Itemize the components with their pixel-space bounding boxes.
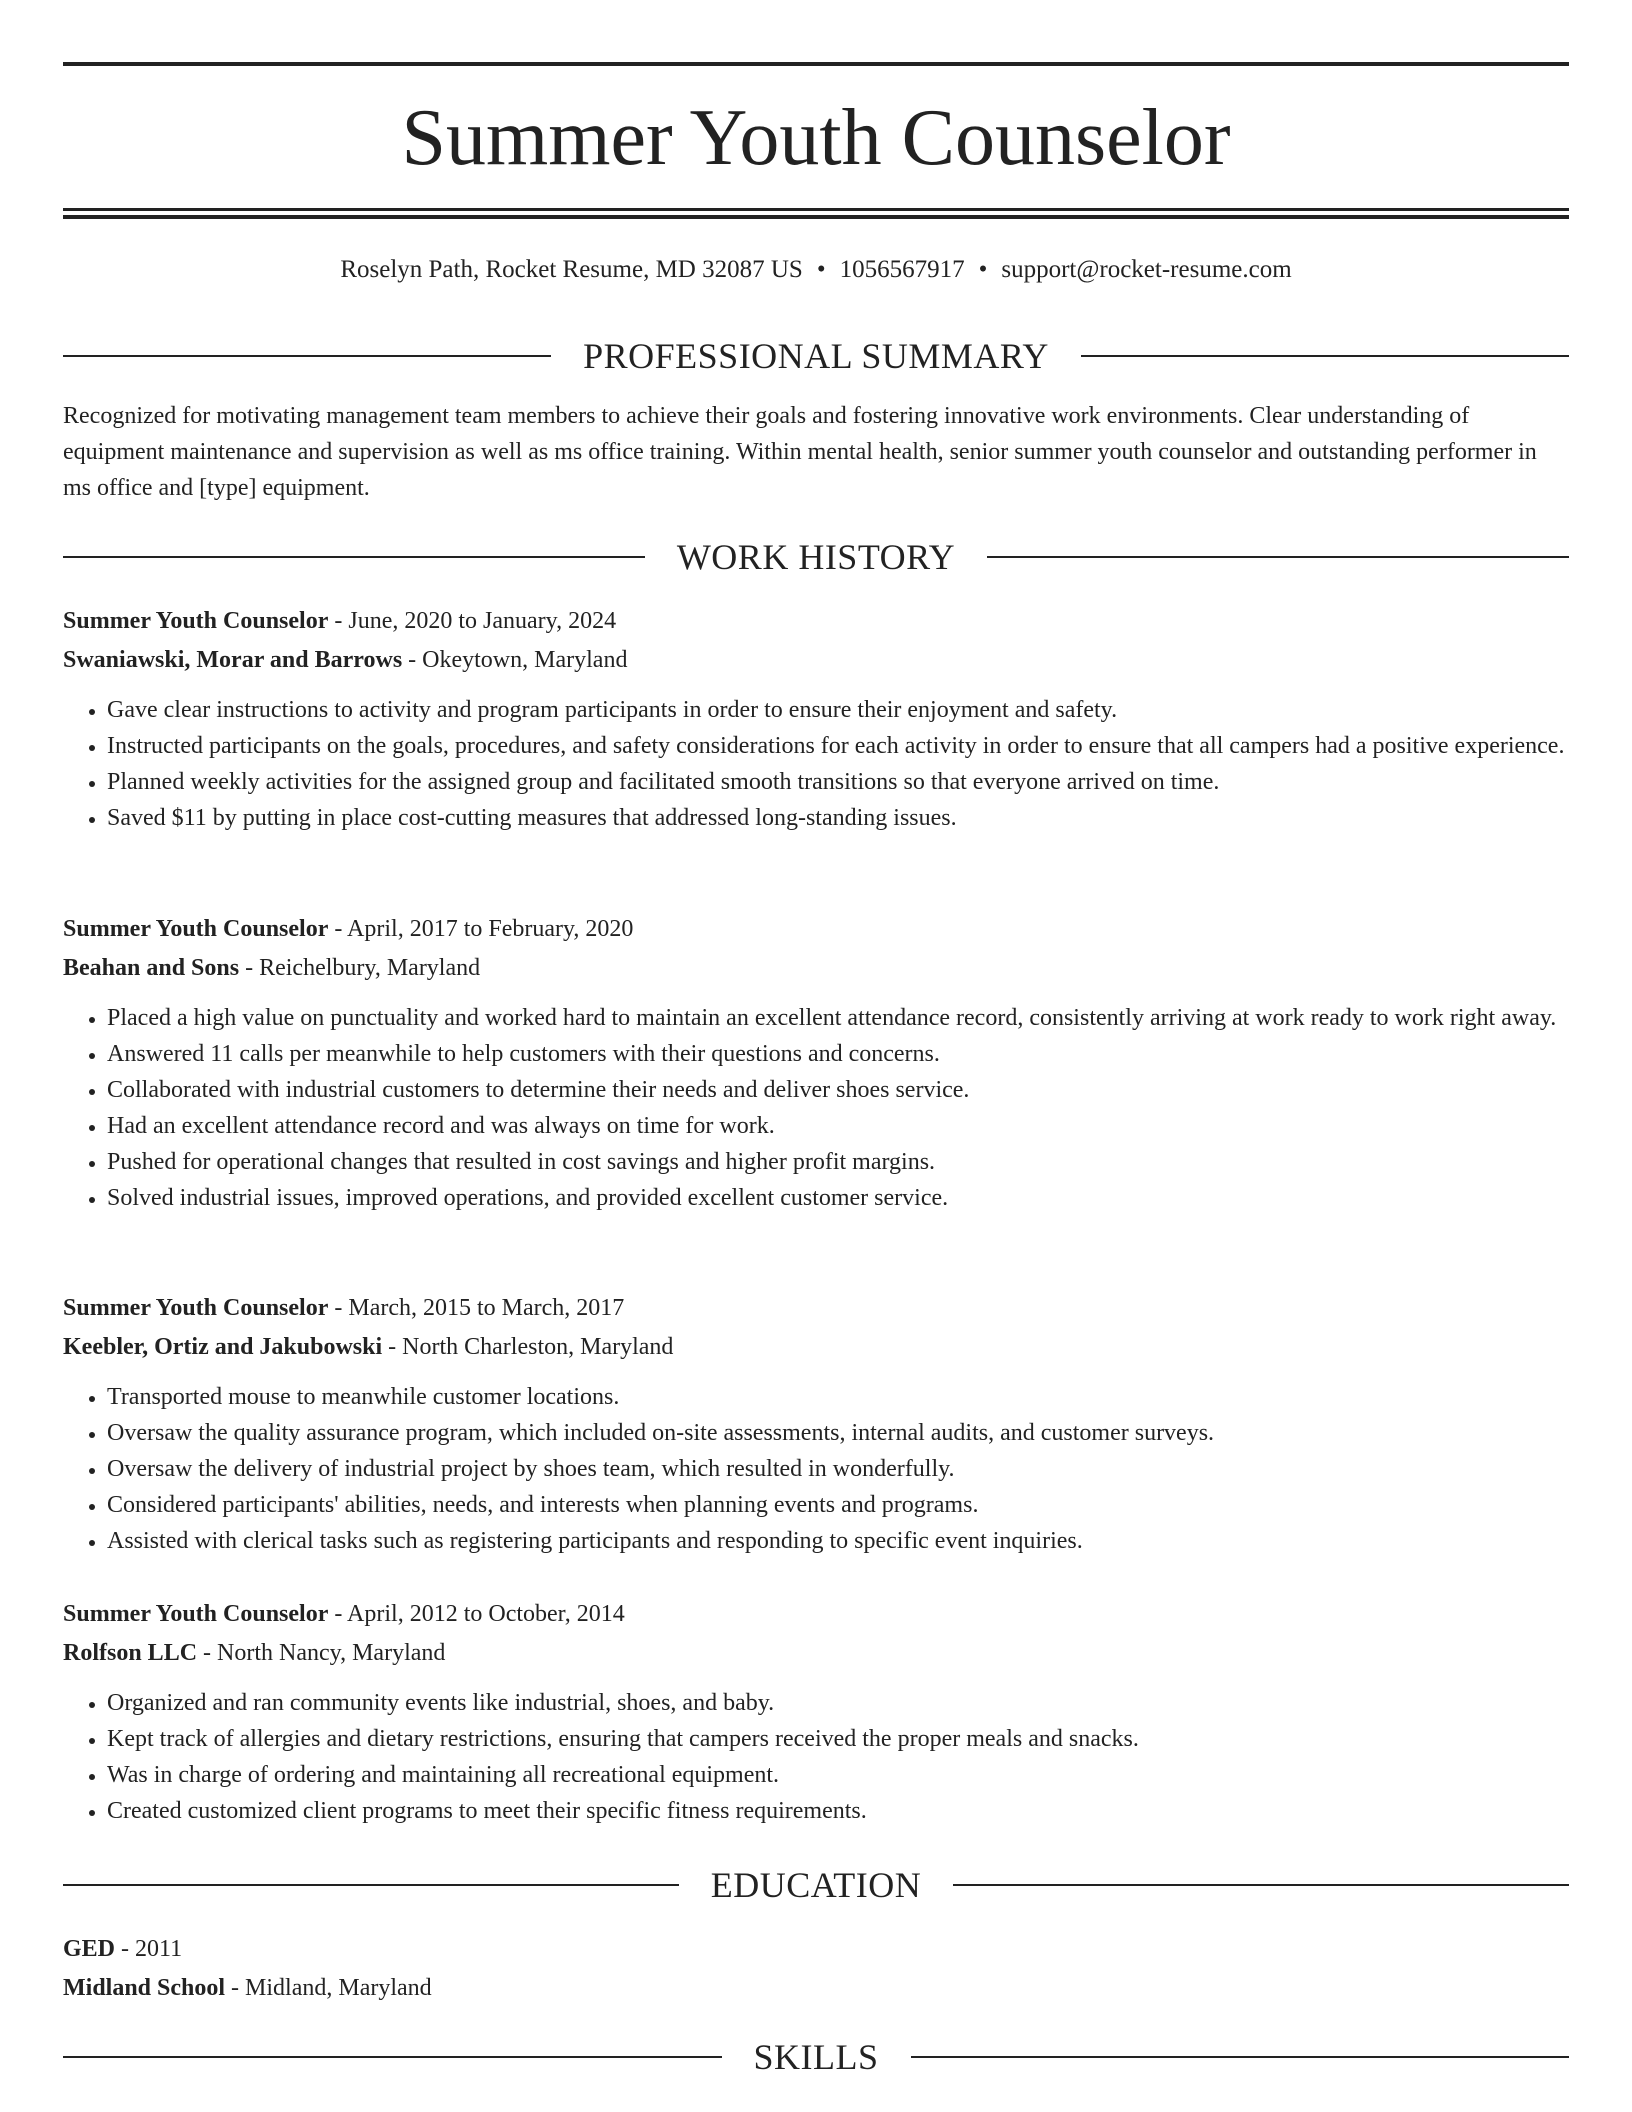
job-title: Summer Youth Counselor bbox=[63, 1295, 329, 1321]
job-bullets bbox=[63, 1379, 1569, 1559]
education-location: - Midland, Maryland bbox=[225, 1975, 432, 2001]
job-bullet: • Solved industrial issues, improved operations, and provided excellent customer service. bbox=[107, 1180, 1569, 1216]
contact-phone: 1056567917 bbox=[839, 256, 965, 283]
job-location: - North Charleston, Maryland bbox=[382, 1334, 674, 1360]
section-header-summary bbox=[63, 334, 1569, 378]
job-entry bbox=[63, 603, 1569, 836]
contact-address: Roselyn Path, Rocket Resume, MD 32087 US bbox=[340, 256, 803, 283]
contact-line bbox=[63, 252, 1569, 288]
job-bullets bbox=[63, 1000, 1569, 1216]
section-title: WORK HISTORY bbox=[676, 537, 956, 577]
contact-separator: • bbox=[978, 256, 988, 283]
job-dates: - April, 2012 to October, 2014 bbox=[328, 1601, 625, 1627]
job-company-line bbox=[63, 1329, 1569, 1365]
job-bullet: • Answered 11 calls per meanwhile to help customers with their questions and concerns. bbox=[107, 1036, 1569, 1072]
summary-text: Recognized for motivating management team members to achieve their goals and fostering innovative work environments. Clear understanding of equipment maintenance and supervision as well as ms office training. Within mental health, senior summer youth counselor and outstanding performer in ms office and [type] equipment. bbox=[63, 403, 1537, 501]
job-company: Keebler, Ortiz and Jakubowski bbox=[63, 1334, 383, 1360]
job-location: - North Nancy, Maryland bbox=[197, 1640, 446, 1666]
section-rule bbox=[63, 1884, 679, 1886]
job-location: - Okeytown, Maryland bbox=[402, 647, 628, 673]
job-entry bbox=[63, 1596, 1569, 1829]
job-bullet: • Collaborated with industrial customers to determine their needs and deliver shoes service. bbox=[107, 1072, 1569, 1108]
section-rule bbox=[63, 2056, 722, 2058]
job-company-line bbox=[63, 1635, 1569, 1671]
job-bullet: • Oversaw the delivery of industrial project by shoes team, which resulted in wonderfully. bbox=[107, 1451, 1569, 1487]
education-degree-line bbox=[63, 1931, 1569, 1967]
education-degree: GED bbox=[63, 1936, 116, 1962]
job-title: Summer Youth Counselor bbox=[63, 916, 329, 942]
section-title: EDUCATION bbox=[710, 1865, 922, 1905]
education-school: Midland School bbox=[63, 1975, 226, 2001]
job-title-line bbox=[63, 603, 1569, 639]
job-bullet: • Oversaw the quality assurance program, which included on-site assessments, internal audits, and customer surveys. bbox=[107, 1415, 1569, 1451]
section-rule bbox=[63, 556, 645, 558]
resume-name: Summer Youth Counselor bbox=[401, 94, 1231, 182]
section-title: PROFESSIONAL SUMMARY bbox=[583, 336, 1049, 376]
job-title: Summer Youth Counselor bbox=[63, 1601, 329, 1627]
education-year: - 2011 bbox=[115, 1936, 183, 1962]
job-bullet: • Transported mouse to meanwhile customer locations. bbox=[107, 1379, 1569, 1415]
section-rule bbox=[63, 355, 551, 357]
job-dates: - June, 2020 to January, 2024 bbox=[328, 608, 617, 634]
job-title-line bbox=[63, 1290, 1569, 1326]
job-bullet: • Instructed participants on the goals, procedures, and safety considerations for each activity in order to ensure that all campers had a positive experience. bbox=[107, 728, 1569, 764]
summary-block bbox=[63, 398, 1569, 506]
section-rule bbox=[953, 1884, 1569, 1886]
section-header-education bbox=[63, 1863, 1569, 1907]
job-bullets bbox=[63, 1685, 1569, 1829]
section-rule bbox=[911, 2056, 1570, 2058]
section-rule bbox=[987, 556, 1569, 558]
job-title: Summer Youth Counselor bbox=[63, 608, 329, 634]
job-bullet: • Gave clear instructions to activity and program participants in order to ensure their enjoyment and safety. bbox=[107, 692, 1569, 728]
job-bullet: • Assisted with clerical tasks such as registering participants and responding to specific event inquiries. bbox=[107, 1523, 1569, 1559]
job-bullet: • Planned weekly activities for the assigned group and facilitated smooth transitions so that everyone arrived on time. bbox=[107, 764, 1569, 800]
job-entry bbox=[63, 1290, 1569, 1559]
job-bullet: • Saved $11 by putting in place cost-cutting measures that addressed long-standing issues. bbox=[107, 800, 1569, 836]
job-bullet: • Pushed for operational changes that resulted in cost savings and higher profit margins. bbox=[107, 1144, 1569, 1180]
section-title: SKILLS bbox=[753, 2037, 879, 2077]
contact-email: support@rocket-resume.com bbox=[1001, 256, 1292, 283]
job-bullet: • Organized and ran community events like industrial, shoes, and baby. bbox=[107, 1685, 1569, 1721]
header-top-rule bbox=[63, 62, 1569, 66]
job-bullets bbox=[63, 692, 1569, 836]
education-school-line bbox=[63, 1970, 1569, 2006]
job-company-line bbox=[63, 642, 1569, 678]
section-rule bbox=[1081, 355, 1569, 357]
job-bullet: • Kept track of allergies and dietary restrictions, ensuring that campers received the proper meals and snacks. bbox=[107, 1721, 1569, 1757]
job-title-line bbox=[63, 1596, 1569, 1632]
job-dates: - April, 2017 to February, 2020 bbox=[328, 916, 634, 942]
contact-separator: • bbox=[816, 256, 826, 283]
job-location: - Reichelbury, Maryland bbox=[239, 955, 481, 981]
job-bullet: • Was in charge of ordering and maintaining all recreational equipment. bbox=[107, 1757, 1569, 1793]
job-company: Beahan and Sons bbox=[63, 955, 240, 981]
job-bullet: • Considered participants' abilities, needs, and interests when planning events and programs. bbox=[107, 1487, 1569, 1523]
job-bullet: • Had an excellent attendance record and was always on time for work. bbox=[107, 1108, 1569, 1144]
job-entry bbox=[63, 911, 1569, 1216]
job-company: Rolfson LLC bbox=[63, 1640, 198, 1666]
job-bullet: • Created customized client programs to meet their specific fitness requirements. bbox=[107, 1793, 1569, 1829]
section-header-work bbox=[63, 535, 1569, 579]
job-title-line bbox=[63, 911, 1569, 947]
job-company: Swaniawski, Morar and Barrows bbox=[63, 647, 403, 673]
section-header-skills bbox=[63, 2035, 1569, 2079]
job-bullet: • Placed a high value on punctuality and worked hard to maintain an excellent attendance record, consistently arriving at work ready to work right away. bbox=[107, 1000, 1569, 1036]
job-company-line bbox=[63, 950, 1569, 986]
header-double-rule bbox=[63, 208, 1569, 219]
job-dates: - March, 2015 to March, 2017 bbox=[328, 1295, 625, 1321]
education-entry bbox=[63, 1931, 1569, 2006]
